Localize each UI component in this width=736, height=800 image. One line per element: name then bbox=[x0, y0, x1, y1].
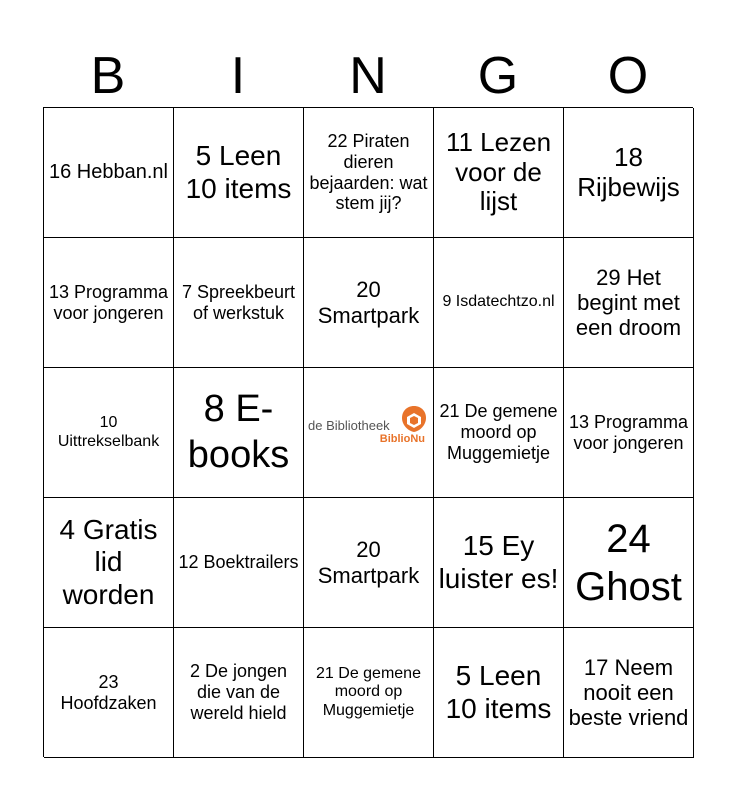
bingo-header bbox=[43, 44, 693, 108]
bingo-cell[interactable]: 15 Ey luister es! bbox=[434, 498, 564, 628]
bibliotheek-logo-icon bbox=[401, 405, 427, 433]
bingo-cell[interactable]: 8 E-books bbox=[174, 368, 304, 498]
bingo-cell[interactable]: 12 Boektrailers bbox=[174, 498, 304, 628]
header-letter-b: B bbox=[90, 47, 126, 105]
bingo-cell[interactable]: 24 Ghost bbox=[564, 498, 694, 628]
bibliotheek-logo bbox=[308, 419, 429, 446]
bingo-cell[interactable]: 4 Gratis lid worden bbox=[44, 498, 174, 628]
bingo-cell[interactable]: 10 Uittrekselbank bbox=[44, 368, 174, 498]
bingo-cell[interactable]: 11 Lezen voor de lijst bbox=[434, 108, 564, 238]
bingo-cell[interactable]: 22 Piraten dieren bejaarden: wat stem jij? bbox=[304, 108, 434, 238]
bingo-cell[interactable]: 13 Programma voor jongeren bbox=[564, 368, 694, 498]
bingo-grid bbox=[43, 107, 693, 757]
bingo-cell[interactable]: 5 Leen 10 items bbox=[434, 628, 564, 758]
header-letter-i: I bbox=[230, 47, 246, 105]
bingo-cell[interactable]: 20 Smartpark bbox=[304, 498, 434, 628]
bingo-cell[interactable]: 9 Isdatechtzo.nl bbox=[434, 238, 564, 368]
header-letter-n: N bbox=[349, 47, 387, 105]
bingo-cell[interactable]: 13 Programma voor jongeren bbox=[44, 238, 174, 368]
bingo-cell[interactable]: 18 Rijbewijs bbox=[564, 108, 694, 238]
logo-main-text: de Bibliotheek bbox=[308, 418, 390, 434]
bingo-cell[interactable]: 21 De gemene moord op Muggemietje bbox=[304, 628, 434, 758]
bingo-cell[interactable]: 20 Smartpark bbox=[304, 238, 434, 368]
header-letter-g: G bbox=[477, 47, 519, 105]
bingo-cell[interactable]: 5 Leen 10 items bbox=[174, 108, 304, 238]
bingo-cell[interactable]: 2 De jongen die van de wereld hield bbox=[174, 628, 304, 758]
bingo-cell[interactable]: 16 Hebban.nl bbox=[44, 108, 174, 238]
bingo-cell[interactable]: 23 Hoofdzaken bbox=[44, 628, 174, 758]
logo-sub-text: BiblioNu bbox=[379, 433, 425, 446]
bingo-cell[interactable]: 29 Het begint met een droom bbox=[564, 238, 694, 368]
header-letter-o: O bbox=[607, 47, 649, 105]
bingo-cell[interactable]: 7 Spreekbeurt of werkstuk bbox=[174, 238, 304, 368]
free-space-cell[interactable] bbox=[304, 368, 434, 498]
bingo-cell[interactable]: 17 Neem nooit een beste vriend bbox=[564, 628, 694, 758]
bingo-cell[interactable]: 21 De gemene moord op Muggemietje bbox=[434, 368, 564, 498]
